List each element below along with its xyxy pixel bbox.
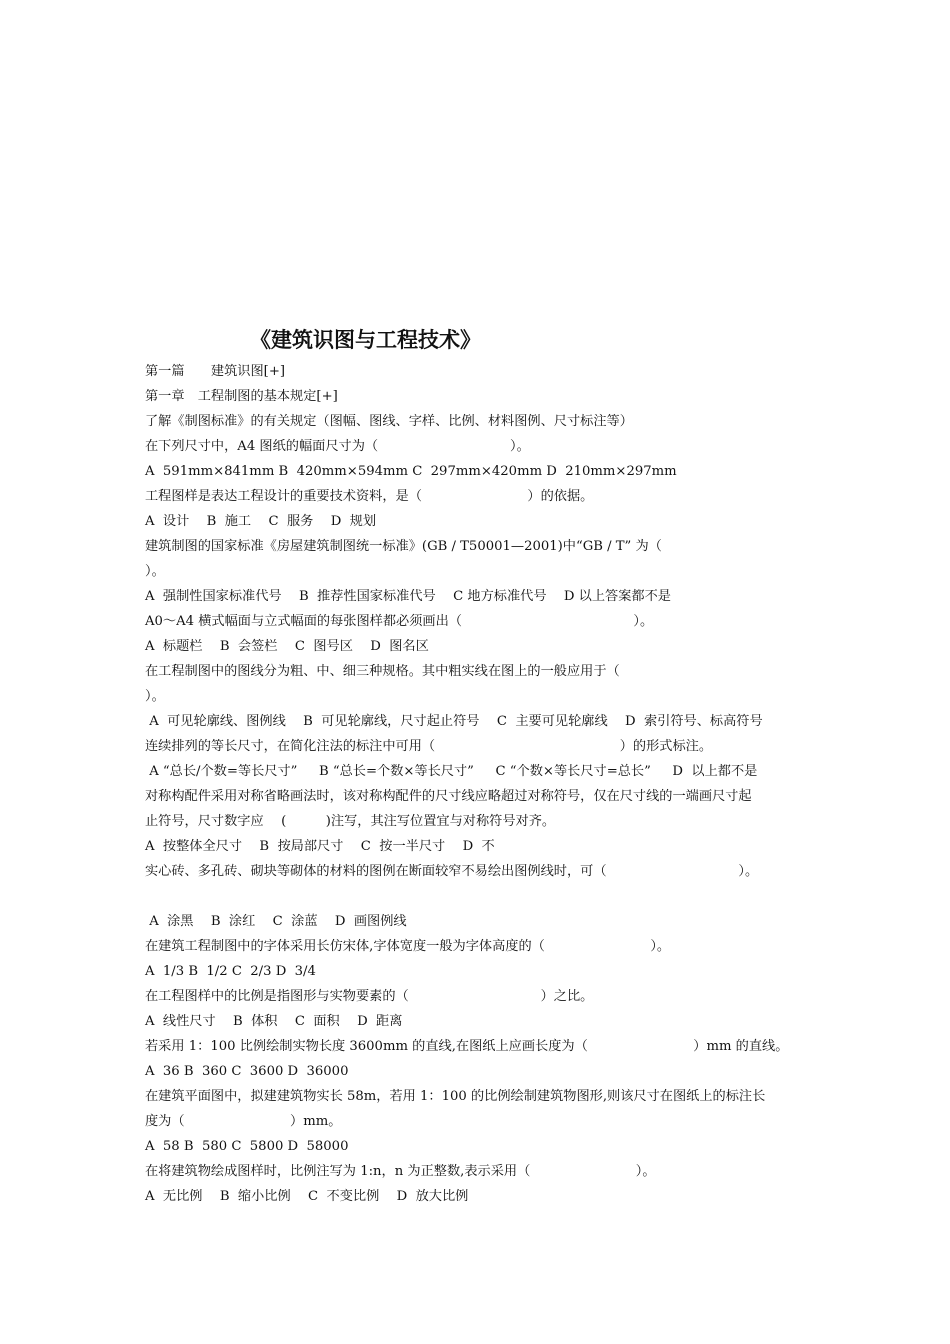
text-line: A 591mm×841mm B 420mm×594mm C 297mm×420mm D 210mm×297mm bbox=[145, 464, 677, 479]
document-title: 《建筑识图与工程技术》 bbox=[250, 328, 481, 352]
text-line: 连续排列的等长尺寸，在简化注法的标注中可用（ ）的形式标注。 bbox=[145, 739, 713, 754]
text-line: 实心砖、多孔砖、砌块等砌体的材料的图例在断面较窄不易绘出图例线时，可（ ）。 bbox=[145, 864, 759, 879]
text-line: 对称构配件采用对称省略画法时，该对称构配件的尺寸线应略超过对称符号，仅在尺寸线的一端画尺寸起 bbox=[145, 789, 752, 804]
text-line: A 36 B 360 C 3600 D 36000 bbox=[145, 1064, 349, 1079]
text-line: A 涂黑 B 涂红 C 涂蓝 D 画图例线 bbox=[145, 914, 407, 929]
text-line: A 强制性国家标准代号 B 推荐性国家标准代号 C 地方标准代号 D 以上答案都不是 bbox=[145, 589, 671, 604]
text-line: A 设计 B 施工 C 服务 D 规划 bbox=[145, 514, 377, 529]
text-line: 在下列尺寸中，A4 图纸的幅面尺寸为（ ）。 bbox=[145, 439, 530, 454]
text-line: 度为（ ）mm。 bbox=[145, 1114, 342, 1129]
text-line: A 线性尺寸 B 体积 C 面积 D 距离 bbox=[145, 1014, 403, 1029]
text-line: A 无比例 B 缩小比例 C 不变比例 D 放大比例 bbox=[145, 1189, 469, 1204]
text-line: A 按整体全尺寸 B 按局部尺寸 C 按一半尺寸 D 不 bbox=[145, 839, 495, 854]
text-line: A 58 B 580 C 5800 D 58000 bbox=[145, 1139, 349, 1154]
text-line: ）。 bbox=[145, 689, 165, 704]
text-line: 工程图样是表达工程设计的重要技术资料，是（ ）的依据。 bbox=[145, 489, 594, 504]
text-line: 建筑制图的国家标准《房屋建筑制图统一标准》(GB / T50001—2001)中“GB / T” 为（ bbox=[145, 539, 662, 554]
text-line: 若采用 1：100 比例绘制实物长度 3600mm 的直线,在图纸上应画长度为（ ）mm 的直线。 bbox=[145, 1039, 789, 1054]
text-line: 第一篇 建筑识图[+] bbox=[145, 364, 286, 379]
text-line: 在工程制图中的图线分为粗、中、细三种规格。其中粗实线在图上的一般应用于（ bbox=[145, 664, 620, 679]
text-line: 第一章 工程制图的基本规定[+] bbox=[145, 389, 338, 404]
text-line: 止符号，尺寸数字应 ( )注写，其注写位置宜与对称符号对齐。 bbox=[145, 814, 556, 829]
text-line: A “总长/个数=等长尺寸” B “总长=个数×等长尺寸” C “个数×等长尺寸=总长” D 以上都不是 bbox=[145, 764, 758, 779]
text-line: 在将建筑物绘成图样时，比例注写为 1:n，n 为正整数,表示采用（ ）。 bbox=[145, 1164, 656, 1179]
text-line: ）。 bbox=[145, 564, 165, 579]
text-line: A 标题栏 B 会签栏 C 图号区 D 图名区 bbox=[145, 639, 429, 654]
text-line: 在建筑工程制图中的字体采用长仿宋体,字体宽度一般为字体高度的（ ）。 bbox=[145, 939, 671, 954]
text-line: A0～A4 横式幅面与立式幅面的每张图样都必须画出（ ）。 bbox=[145, 614, 654, 629]
text-line: A 1/3 B 1/2 C 2/3 D 3/4 bbox=[145, 964, 316, 979]
text-line: 在建筑平面图中，拟建建筑物实长 58m，若用 1：100 的比例绘制建筑物图形,则该尺寸在图纸上的标注长 bbox=[145, 1089, 766, 1104]
text-line: 了解《制图标准》的有关规定（图幅、图线、字样、比例、材料图例、尺寸标注等） bbox=[145, 414, 633, 429]
text-line: A 可见轮廓线、图例线 B 可见轮廓线，尺寸起止符号 C 主要可见轮廓线 D 索引符号、标高符号 bbox=[145, 714, 763, 729]
text-line: 在工程图样中的比例是指图形与实物要素的（ ）之比。 bbox=[145, 989, 594, 1004]
